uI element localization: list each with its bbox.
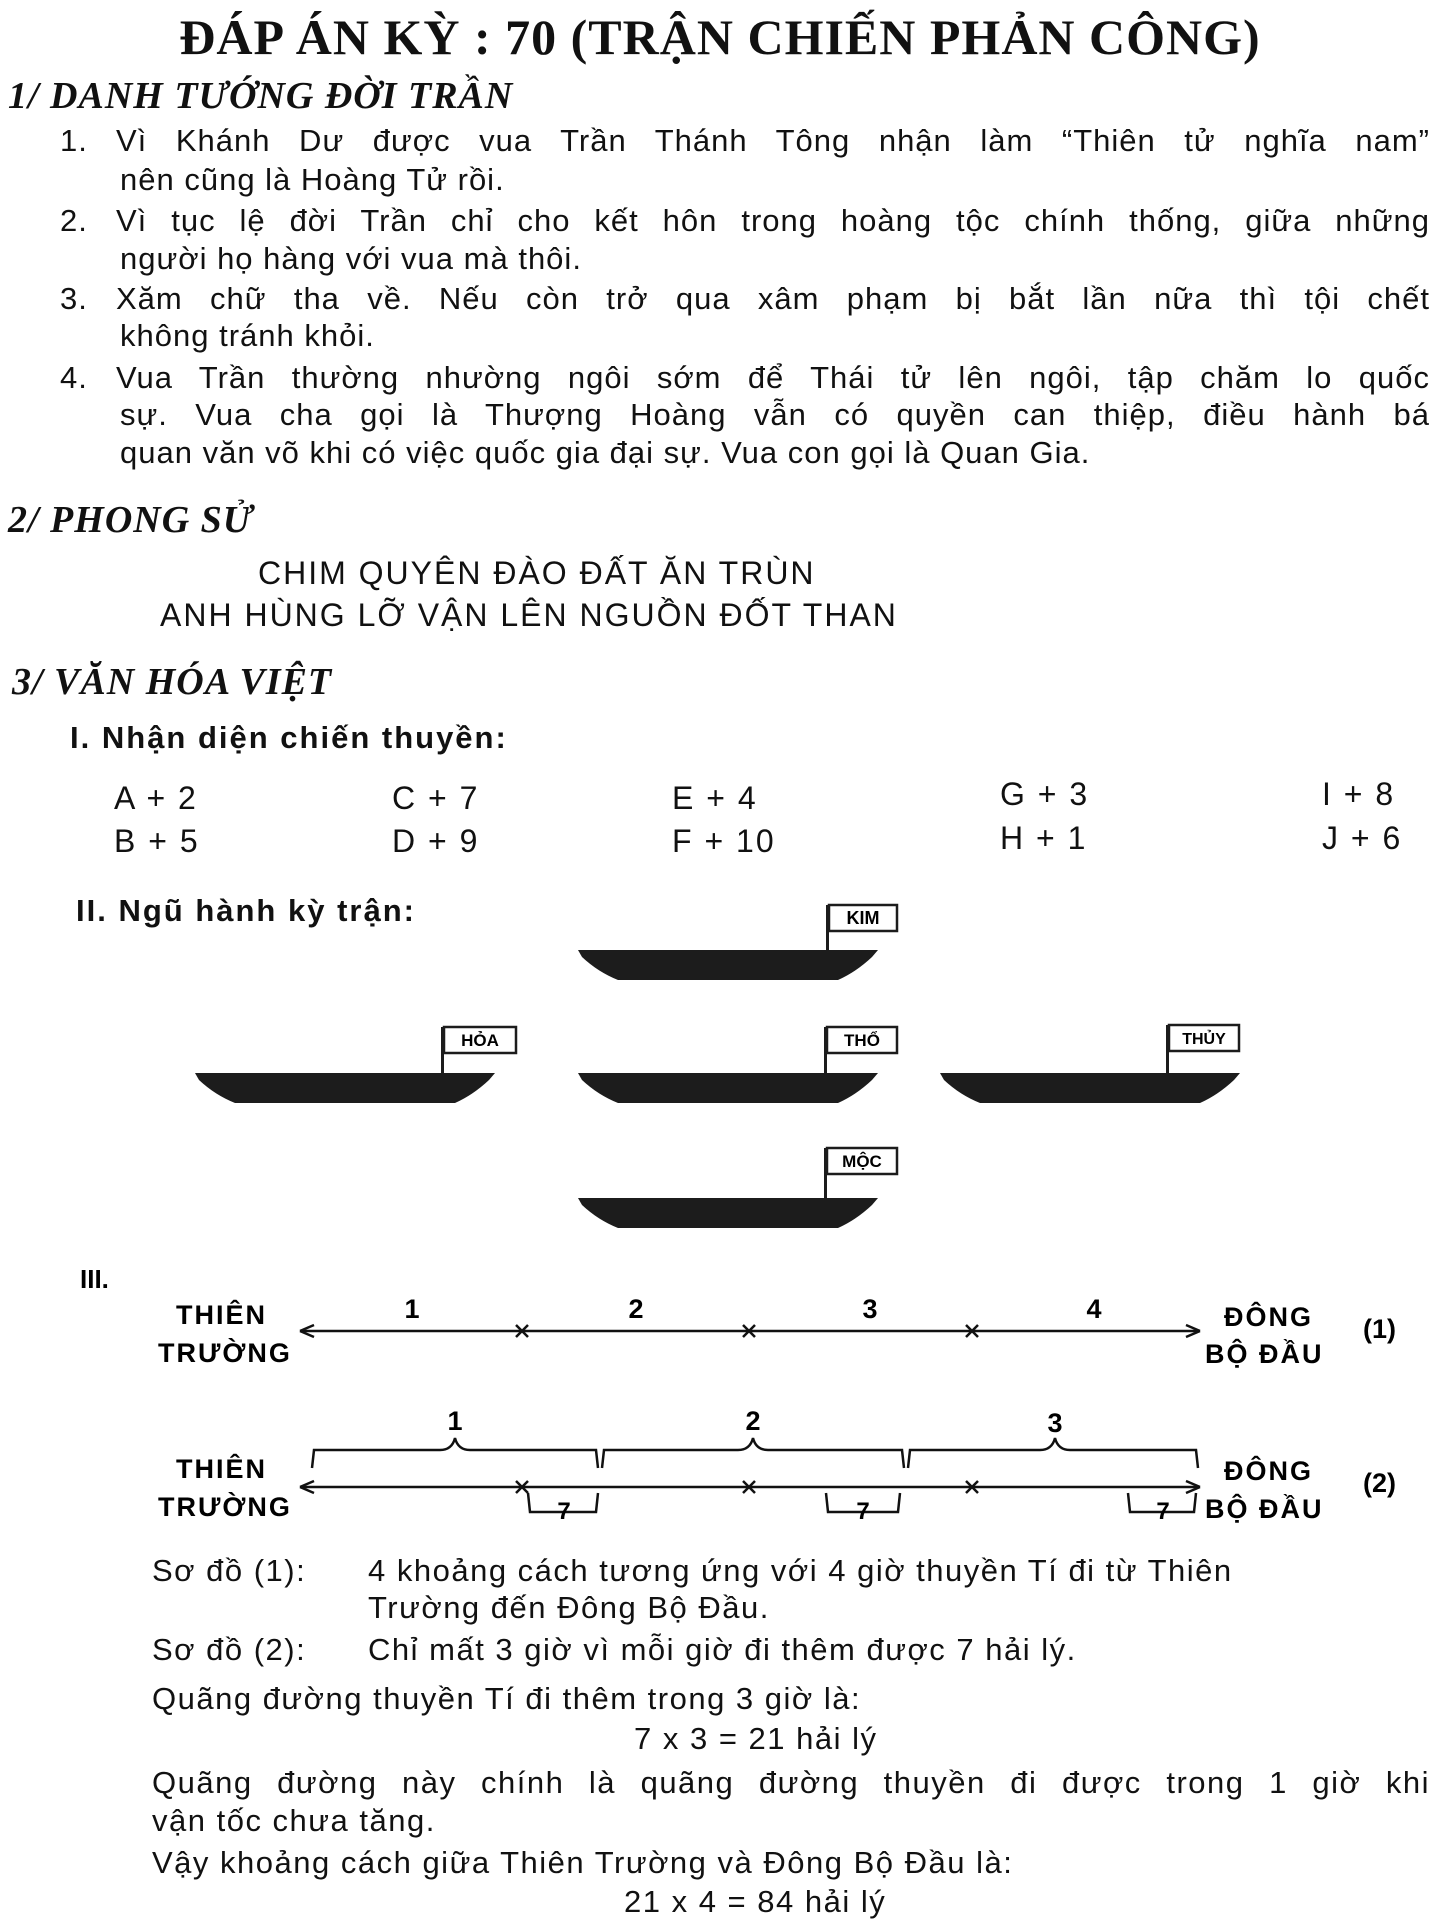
item3-line2: không tránh khỏi. <box>120 318 375 353</box>
boat-thuy <box>940 1025 1240 1103</box>
boat-label-tho: THỔ <box>844 1031 880 1050</box>
d2-seg3: 3 <box>1047 1408 1063 1438</box>
pair-D: D + 9 <box>392 823 480 859</box>
d2-end-line2: BỘ ĐẦU <box>1205 1494 1324 1524</box>
d2-extra-1: 7 <box>557 1498 571 1525</box>
d2-extra-2: 7 <box>856 1498 870 1525</box>
pair-F: F + 10 <box>672 823 776 859</box>
pair-B: B + 5 <box>114 823 200 859</box>
item4-line3: quan văn võ khi có việc quốc gia đại sự. Vua con gọi là Quan Gia. <box>120 435 1091 470</box>
boat-label-hoa: HỎA <box>461 1031 499 1050</box>
boat-label-moc: MỘC <box>842 1152 882 1171</box>
part2-heading: II. Ngũ hành kỳ trận: <box>76 893 416 928</box>
note3-text: Quãng đường thuyền Tí đi thêm trong 3 giờ là: <box>152 1681 862 1716</box>
section2-heading: 2/ PHONG SỬ <box>8 499 254 541</box>
riddle-line1: CHIM QUYÊN ĐÀO ĐẤT ĂN TRÙN <box>258 555 816 591</box>
d2-seg2: 2 <box>745 1406 761 1436</box>
d2-start-line1: THIÊN <box>176 1454 267 1484</box>
item2-line2: người họ hàng với vua mà thôi. <box>120 241 582 276</box>
d1-end-line2: BỘ ĐẦU <box>1205 1339 1324 1369</box>
distance-diagram-1 <box>158 1294 1396 1369</box>
boat-hoa <box>195 1027 516 1103</box>
note2-label: Sơ đồ (2): <box>152 1632 307 1667</box>
d1-seg4: 4 <box>1086 1294 1102 1324</box>
part3-heading: III. <box>80 1264 109 1294</box>
item3-line1: 3. Xăm chữ tha về. Nếu còn trở qua xâm phạm bị bắt lần nữa thì tội chết <box>60 281 1430 316</box>
pair-A: A + 2 <box>114 780 198 816</box>
d1-start-line1: THIÊN <box>176 1300 267 1330</box>
d2-label: (2) <box>1363 1468 1396 1498</box>
pair-E: E + 4 <box>672 780 758 816</box>
note4-line1: Quãng đường này chính là quãng đường thuyền đi được trong 1 giờ khi <box>152 1765 1430 1800</box>
boat-label-thuy: THỦY <box>1182 1031 1226 1048</box>
note4-line2: vận tốc chưa tăng. <box>152 1803 436 1838</box>
d1-seg1: 1 <box>404 1294 420 1324</box>
note1-line2: Trường đến Đông Bộ Đầu. <box>368 1590 770 1625</box>
item1-line2: nên cũng là Hoàng Tử rồi. <box>120 162 505 197</box>
riddle-line2: ANH HÙNG LỠ VẬN LÊN NGUỒN ĐỐT THAN <box>160 597 898 633</box>
distance-diagram-2 <box>158 1406 1396 1525</box>
section1-heading: 1/ DANH TƯỚNG ĐỜI TRẦN <box>8 75 514 117</box>
note1-label: Sơ đồ (1): <box>152 1553 307 1588</box>
note1-line1: 4 khoảng cách tương ứng với 4 giờ thuyền Tí đi từ Thiên <box>368 1553 1233 1588</box>
item4-line1: 4. Vua Trần thường nhường ngôi sớm để Thái tử lên ngôi, tập chăm lo quốc <box>60 360 1430 395</box>
pair-I: I + 8 <box>1322 776 1396 812</box>
pair-G: G + 3 <box>1000 776 1090 812</box>
boat-label-kim: KIM <box>846 908 880 928</box>
page-title: ĐÁP ÁN KỲ : 70 (TRẬN CHIẾN PHẢN CÔNG) <box>179 9 1261 65</box>
item2-line1: 2. Vì tục lệ đời Trần chỉ cho kết hôn trong hoàng tộc chính thống, giữa những <box>60 203 1430 238</box>
d2-seg1: 1 <box>447 1406 463 1436</box>
pair-J: J + 6 <box>1322 820 1403 856</box>
boat-kim <box>578 905 897 980</box>
d1-seg3: 3 <box>862 1294 878 1324</box>
d1-end-line1: ĐÔNG <box>1224 1302 1313 1332</box>
d2-start-line2: TRƯỜNG <box>158 1492 292 1522</box>
equation-2: 21 x 4 = 84 hải lý <box>624 1884 887 1919</box>
section3-heading: 3/ VĂN HÓA VIỆT <box>12 661 333 703</box>
d2-extra-3: 7 <box>1156 1498 1170 1525</box>
note2-text: Chỉ mất 3 giờ vì mỗi giờ đi thêm được 7 hải lý. <box>368 1632 1077 1667</box>
item4-line2: sự. Vua cha gọi là Thượng Hoàng vẫn có quyền can thiệp, điều hành bá <box>120 397 1430 432</box>
boat-moc <box>578 1148 897 1228</box>
d1-label: (1) <box>1363 1314 1396 1344</box>
d1-start-line2: TRƯỜNG <box>158 1338 292 1368</box>
pair-H: H + 1 <box>1000 820 1088 856</box>
d1-seg2: 2 <box>628 1294 644 1324</box>
boat-tho <box>578 1027 897 1103</box>
note5-text: Vậy khoảng cách giữa Thiên Trường và Đông Bộ Đầu là: <box>152 1845 1014 1880</box>
pair-C: C + 7 <box>392 780 480 816</box>
equation-1: 7 x 3 = 21 hải lý <box>634 1721 878 1756</box>
d2-end-line1: ĐÔNG <box>1224 1456 1313 1486</box>
item1-line1: 1. Vì Khánh Dư được vua Trần Thánh Tông nhận làm “Thiên tử nghĩa nam” <box>60 123 1430 158</box>
part1-heading: I. Nhận diện chiến thuyền: <box>70 720 508 755</box>
